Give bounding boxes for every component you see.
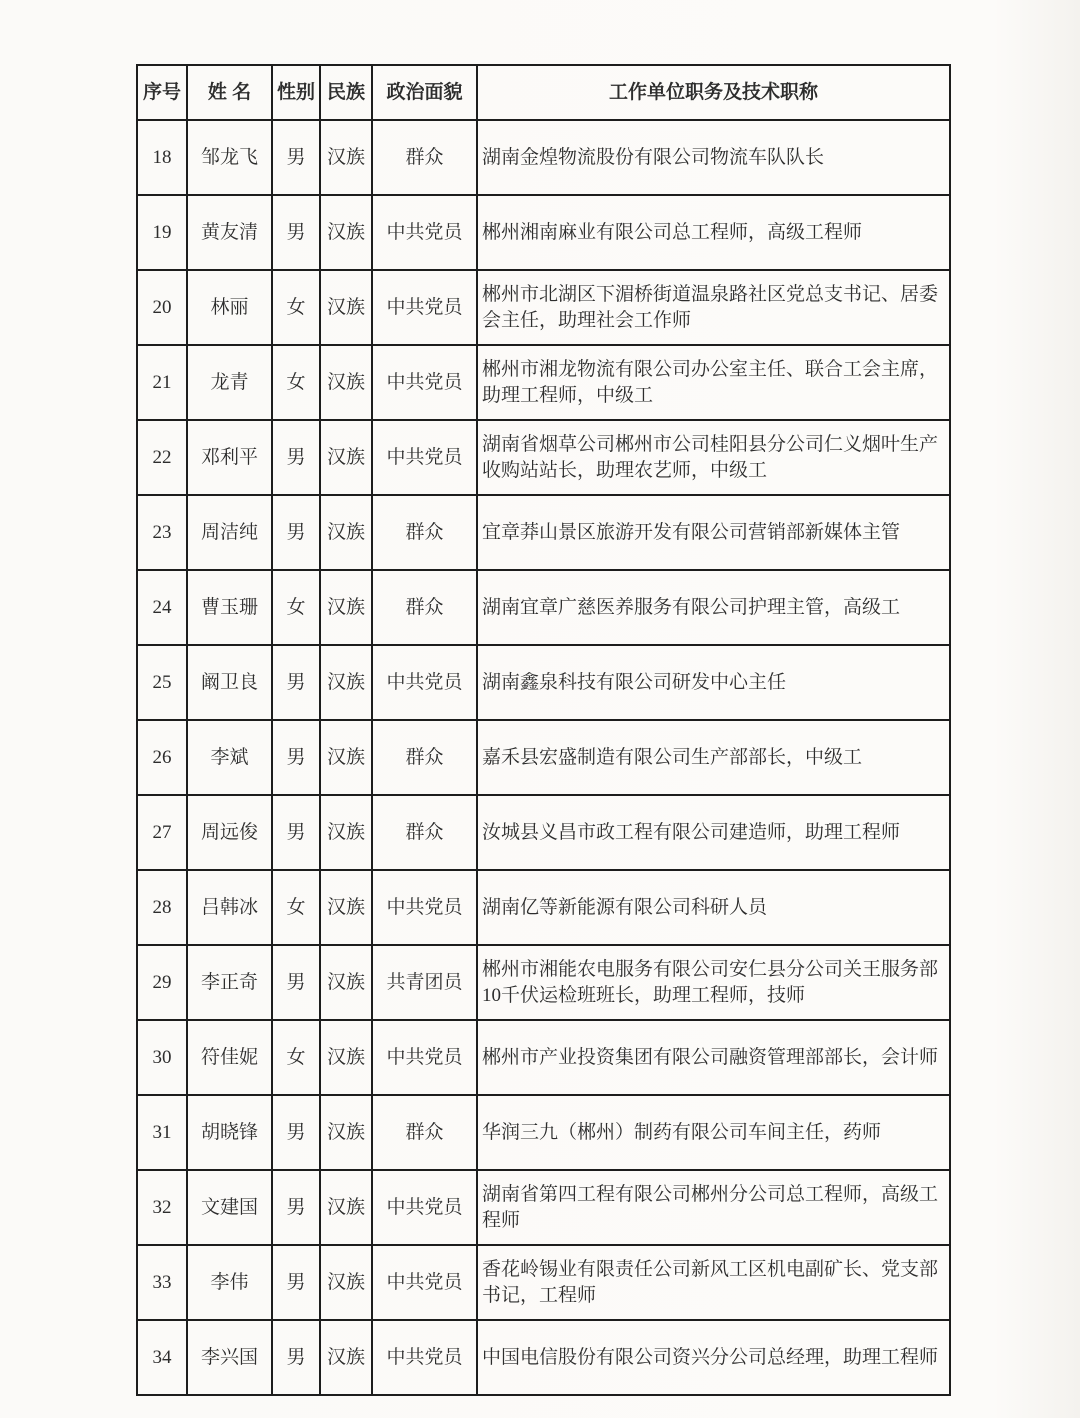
cell-gender: 女 [272, 345, 320, 420]
cell-gender: 男 [272, 420, 320, 495]
cell-index: 26 [137, 720, 187, 795]
cell-name: 阚卫良 [187, 645, 272, 720]
cell-position: 郴州市北湖区下湄桥街道温泉路社区党总支书记、居委会主任，助理社会工作师 [477, 270, 950, 345]
cell-index: 34 [137, 1320, 187, 1395]
cell-ethnicity: 汉族 [320, 345, 372, 420]
cell-gender: 男 [272, 1320, 320, 1395]
cell-index: 30 [137, 1020, 187, 1095]
cell-index: 23 [137, 495, 187, 570]
table-row [137, 1170, 950, 1245]
cell-index: 24 [137, 570, 187, 645]
cell-name: 林丽 [187, 270, 272, 345]
column-header-name: 姓 名 [187, 65, 272, 120]
table-row [137, 195, 950, 270]
cell-ethnicity: 汉族 [320, 720, 372, 795]
table-row [137, 720, 950, 795]
cell-position: 香花岭锡业有限责任公司新风工区机电副矿长、党支部书记，工程师 [477, 1245, 950, 1320]
cell-ethnicity: 汉族 [320, 120, 372, 195]
cell-name: 文建国 [187, 1170, 272, 1245]
cell-index: 18 [137, 120, 187, 195]
cell-position: 华润三九（郴州）制药有限公司车间主任，药师 [477, 1095, 950, 1170]
cell-name: 李斌 [187, 720, 272, 795]
cell-ethnicity: 汉族 [320, 645, 372, 720]
cell-gender: 男 [272, 495, 320, 570]
cell-index: 32 [137, 1170, 187, 1245]
table-row [137, 870, 950, 945]
cell-name: 邓利平 [187, 420, 272, 495]
table-row [137, 345, 950, 420]
cell-position: 郴州市湘能农电服务有限公司安仁县分公司关王服务部10千伏运检班班长，助理工程师，技师 [477, 945, 950, 1020]
cell-index: 19 [137, 195, 187, 270]
table-row [137, 420, 950, 495]
cell-gender: 女 [272, 270, 320, 345]
cell-ethnicity: 汉族 [320, 795, 372, 870]
table-row [137, 795, 950, 870]
cell-political-status: 中共党员 [372, 645, 477, 720]
cell-political-status: 群众 [372, 1095, 477, 1170]
cell-position: 汝城县义昌市政工程有限公司建造师，助理工程师 [477, 795, 950, 870]
cell-ethnicity: 汉族 [320, 1170, 372, 1245]
cell-gender: 女 [272, 1020, 320, 1095]
table-row [137, 120, 950, 195]
column-header-index: 序号 [137, 65, 187, 120]
table-row [137, 270, 950, 345]
table-row [137, 1020, 950, 1095]
cell-position: 郴州市产业投资集团有限公司融资管理部部长，会计师 [477, 1020, 950, 1095]
cell-ethnicity: 汉族 [320, 1320, 372, 1395]
table-row [137, 945, 950, 1020]
cell-position: 中国电信股份有限公司资兴分公司总经理，助理工程师 [477, 1320, 950, 1395]
cell-name: 胡晓锋 [187, 1095, 272, 1170]
cell-name: 周远俊 [187, 795, 272, 870]
cell-gender: 男 [272, 945, 320, 1020]
header-row [137, 65, 950, 120]
cell-political-status: 群众 [372, 570, 477, 645]
cell-index: 22 [137, 420, 187, 495]
cell-political-status: 中共党员 [372, 1320, 477, 1395]
cell-gender: 女 [272, 870, 320, 945]
cell-name: 周洁纯 [187, 495, 272, 570]
cell-position: 嘉禾县宏盛制造有限公司生产部部长，中级工 [477, 720, 950, 795]
cell-political-status: 中共党员 [372, 195, 477, 270]
cell-index: 27 [137, 795, 187, 870]
cell-position: 郴州市湘龙物流有限公司办公室主任、联合工会主席，助理工程师，中级工 [477, 345, 950, 420]
cell-political-status: 群众 [372, 795, 477, 870]
cell-political-status: 中共党员 [372, 870, 477, 945]
table-row [137, 1320, 950, 1395]
personnel-roster-table [136, 64, 951, 1396]
cell-political-status: 中共党员 [372, 1245, 477, 1320]
cell-ethnicity: 汉族 [320, 195, 372, 270]
cell-name: 龙青 [187, 345, 272, 420]
cell-gender: 男 [272, 1170, 320, 1245]
cell-gender: 男 [272, 720, 320, 795]
column-header-ethnicity: 民族 [320, 65, 372, 120]
cell-position: 湖南亿等新能源有限公司科研人员 [477, 870, 950, 945]
cell-index: 33 [137, 1245, 187, 1320]
cell-political-status: 群众 [372, 720, 477, 795]
cell-ethnicity: 汉族 [320, 870, 372, 945]
cell-index: 29 [137, 945, 187, 1020]
cell-position: 湖南省第四工程有限公司郴州分公司总工程师，高级工程师 [477, 1170, 950, 1245]
cell-gender: 男 [272, 795, 320, 870]
column-header-position: 工作单位职务及技术职称 [477, 65, 950, 120]
cell-political-status: 群众 [372, 120, 477, 195]
table-row [137, 1245, 950, 1320]
cell-position: 湖南省烟草公司郴州市公司桂阳县分公司仁义烟叶生产收购站站长，助理农艺师，中级工 [477, 420, 950, 495]
cell-political-status: 中共党员 [372, 1020, 477, 1095]
cell-index: 28 [137, 870, 187, 945]
cell-ethnicity: 汉族 [320, 270, 372, 345]
cell-political-status: 中共党员 [372, 270, 477, 345]
cell-ethnicity: 汉族 [320, 1245, 372, 1320]
cell-political-status: 共青团员 [372, 945, 477, 1020]
cell-name: 李兴国 [187, 1320, 272, 1395]
cell-ethnicity: 汉族 [320, 1020, 372, 1095]
cell-ethnicity: 汉族 [320, 570, 372, 645]
cell-ethnicity: 汉族 [320, 945, 372, 1020]
cell-name: 李正奇 [187, 945, 272, 1020]
cell-gender: 男 [272, 645, 320, 720]
cell-name: 吕韩冰 [187, 870, 272, 945]
cell-position: 湖南金煌物流股份有限公司物流车队队长 [477, 120, 950, 195]
cell-political-status: 中共党员 [372, 420, 477, 495]
cell-index: 31 [137, 1095, 187, 1170]
cell-index: 20 [137, 270, 187, 345]
cell-ethnicity: 汉族 [320, 495, 372, 570]
cell-gender: 男 [272, 1095, 320, 1170]
table-row [137, 495, 950, 570]
cell-position: 湖南鑫泉科技有限公司研发中心主任 [477, 645, 950, 720]
column-header-gender: 性别 [272, 65, 320, 120]
cell-gender: 女 [272, 570, 320, 645]
cell-name: 曹玉珊 [187, 570, 272, 645]
table-row [137, 570, 950, 645]
cell-gender: 男 [272, 120, 320, 195]
cell-gender: 男 [272, 195, 320, 270]
cell-index: 21 [137, 345, 187, 420]
cell-position: 湖南宜章广慈医养服务有限公司护理主管，高级工 [477, 570, 950, 645]
cell-name: 邹龙飞 [187, 120, 272, 195]
cell-ethnicity: 汉族 [320, 1095, 372, 1170]
cell-ethnicity: 汉族 [320, 420, 372, 495]
table-row [137, 645, 950, 720]
table-row [137, 1095, 950, 1170]
cell-position: 郴州湘南麻业有限公司总工程师，高级工程师 [477, 195, 950, 270]
cell-political-status: 群众 [372, 495, 477, 570]
cell-political-status: 中共党员 [372, 345, 477, 420]
cell-gender: 男 [272, 1245, 320, 1320]
cell-name: 李伟 [187, 1245, 272, 1320]
cell-political-status: 中共党员 [372, 1170, 477, 1245]
cell-name: 黄友清 [187, 195, 272, 270]
column-header-political-status: 政治面貌 [372, 65, 477, 120]
cell-name: 符佳妮 [187, 1020, 272, 1095]
cell-index: 25 [137, 645, 187, 720]
cell-position: 宜章莽山景区旅游开发有限公司营销部新媒体主管 [477, 495, 950, 570]
